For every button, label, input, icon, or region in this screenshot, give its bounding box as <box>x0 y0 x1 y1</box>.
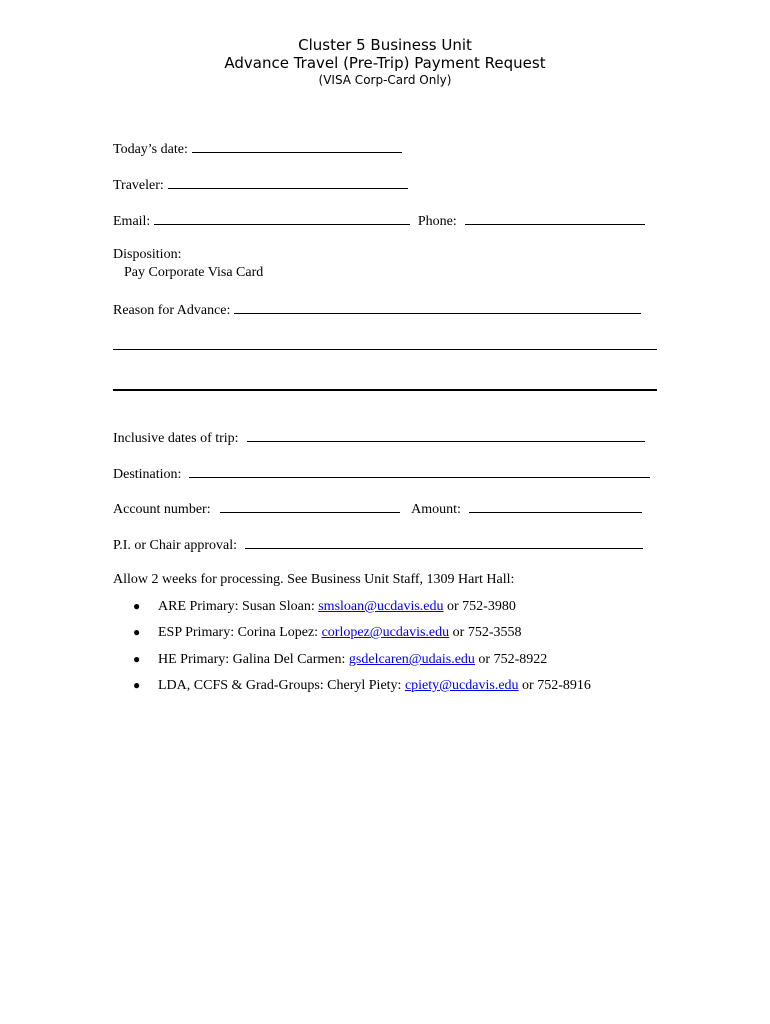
contact-suffix: or 752-8916 <box>518 678 591 693</box>
contact-email-link[interactable]: cpiety@ucdavis.edu <box>404 678 519 693</box>
form-subtitle: Advance Travel (Pre-Trip) Payment Request <box>224 54 546 72</box>
reason-blank[interactable] <box>234 301 641 314</box>
traveler-blank[interactable] <box>168 176 408 189</box>
account-number-label: Account number: <box>113 502 211 517</box>
contact-email-link[interactable]: corlopez@ucdavis.edu <box>321 625 450 640</box>
phone-label: Phone: <box>417 214 457 229</box>
destination-blank[interactable] <box>189 465 650 478</box>
contact-prefix: HE Primary: Galina Del Carmen: <box>158 652 349 667</box>
contact-item <box>133 599 516 615</box>
disposition-value: Pay Corporate Visa Card <box>124 265 264 280</box>
contact-suffix: or 752-3980 <box>443 599 516 614</box>
contact-item <box>133 625 521 641</box>
amount-blank[interactable] <box>469 500 642 513</box>
destination-row <box>113 465 650 483</box>
reason-line-3[interactable] <box>113 389 657 391</box>
bullet-icon: ● <box>133 652 141 666</box>
todays-date-label: Today’s date: <box>113 142 188 157</box>
todays-date-row <box>113 140 402 158</box>
bullet-icon: ● <box>133 678 141 692</box>
processing-note: Allow 2 weeks for processing. See Business Unit Staff, 1309 Hart Hall: <box>113 572 515 587</box>
contact-prefix: ARE Primary: Susan Sloan: <box>158 599 319 614</box>
todays-date-blank[interactable] <box>192 140 402 153</box>
reason-line-2[interactable] <box>113 349 657 350</box>
form-title: Cluster 5 Business Unit <box>298 36 472 54</box>
contact-item <box>133 652 547 668</box>
account-number-blank[interactable] <box>220 500 400 513</box>
contact-prefix: ESP Primary: Corina Lopez: <box>158 625 322 640</box>
email-label: Email: <box>113 214 151 229</box>
traveler-label: Traveler: <box>113 178 164 193</box>
bullet-icon: ● <box>133 625 141 639</box>
approval-label: P.I. or Chair approval: <box>113 538 238 553</box>
account-amount-row <box>113 500 642 518</box>
email-blank[interactable] <box>154 212 410 225</box>
reason-row <box>113 301 641 319</box>
inclusive-dates-label: Inclusive dates of trip: <box>113 431 239 446</box>
amount-label: Amount: <box>411 502 461 517</box>
contact-suffix: or 752-3558 <box>449 625 522 640</box>
traveler-row <box>113 176 408 194</box>
email-phone-row <box>113 212 645 230</box>
contact-prefix: LDA, CCFS & Grad-Groups: Cheryl Piety: <box>158 678 405 693</box>
bullet-icon: ● <box>133 599 141 613</box>
reason-label: Reason for Advance: <box>113 303 231 318</box>
inclusive-dates-row <box>113 429 645 447</box>
contact-email-link[interactable]: gsdelcaren@udais.edu <box>348 652 475 667</box>
disposition-label: Disposition: <box>113 247 182 262</box>
contact-item <box>133 678 591 694</box>
phone-blank[interactable] <box>465 212 645 225</box>
contact-email-link[interactable]: smsloan@ucdavis.edu <box>318 599 444 614</box>
form-note: (VISA Corp-Card Only) <box>318 73 452 87</box>
approval-row <box>113 536 643 554</box>
approval-blank[interactable] <box>245 536 643 549</box>
inclusive-dates-blank[interactable] <box>247 429 645 442</box>
contact-suffix: or 752-8922 <box>474 652 548 667</box>
destination-label: Destination: <box>113 467 182 482</box>
